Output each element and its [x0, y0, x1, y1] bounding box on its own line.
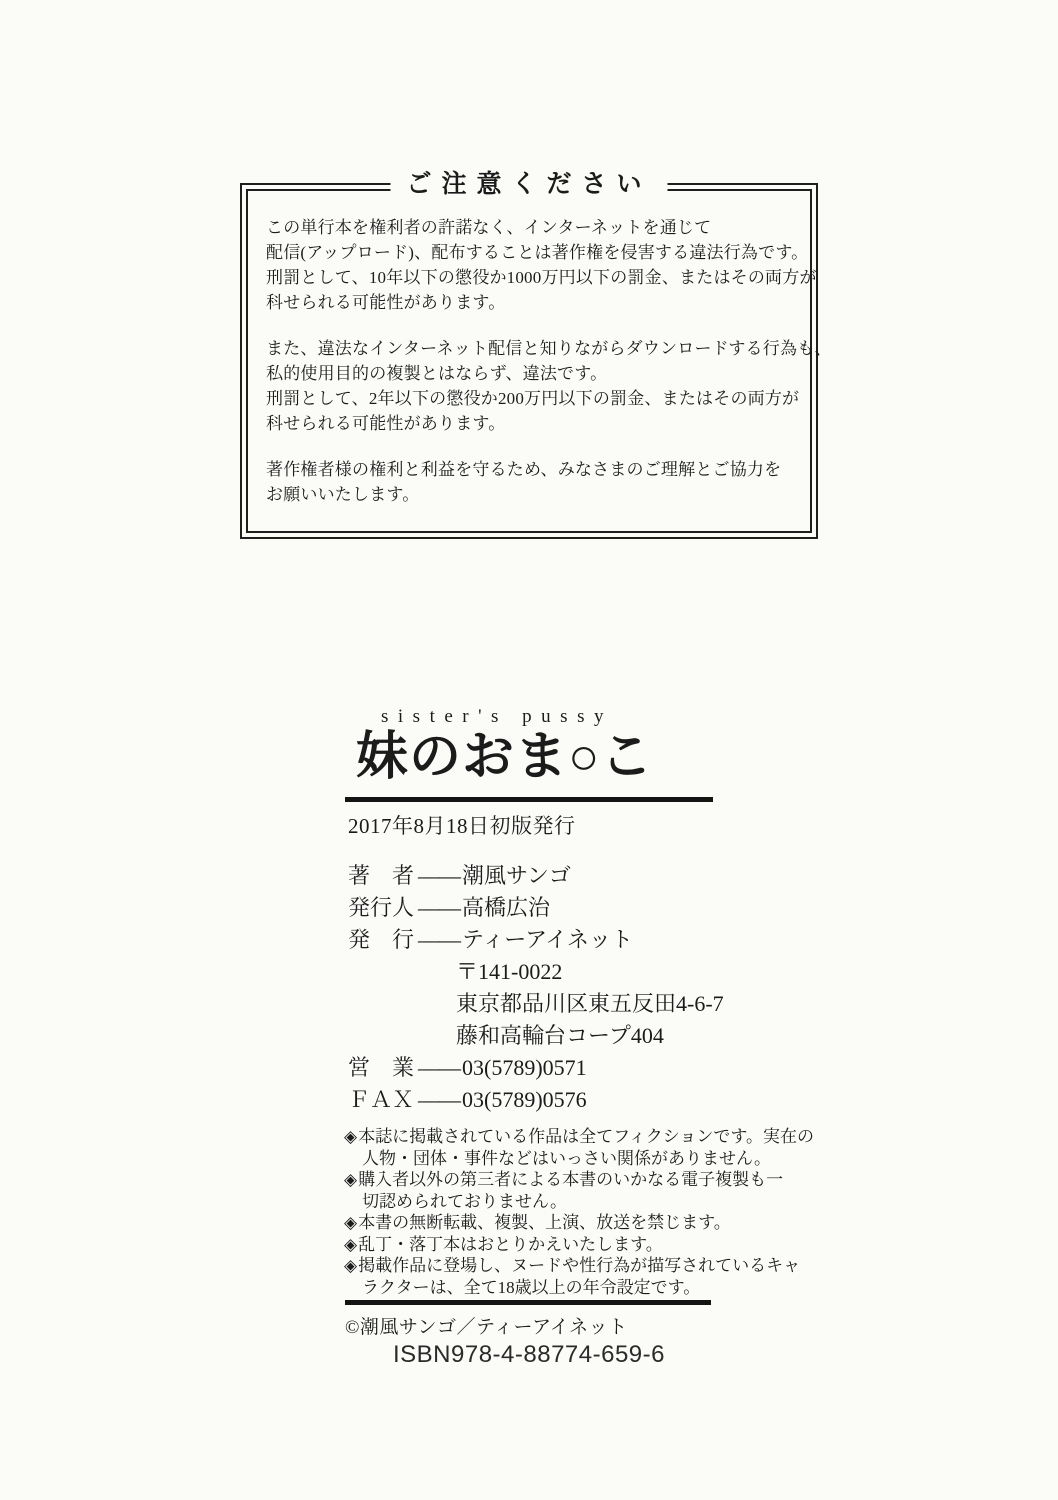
note-line: [344, 1234, 814, 1256]
title-divider: [345, 797, 713, 802]
note-reproduction: [344, 1212, 814, 1234]
contact-dash: ——: [418, 1055, 460, 1080]
note-defective-copies: [344, 1234, 814, 1256]
warning-text-line: 刑罰として、2年以下の懲役か200万円以下の罰金、またはその両方が: [266, 389, 800, 408]
book-title: 妹のおま○こ: [356, 729, 654, 786]
warning-text-line: 刑罰として、10年以下の懲役か1000万円以下の罰金、またはその両方が: [266, 268, 817, 287]
credit-row-publishing-house: [348, 924, 724, 956]
warning-text-line: 著作権者様の権利と利益を守るため、みなさまのご理解とご協力を: [266, 460, 782, 479]
credit-label: 発 行: [348, 927, 415, 952]
note-text: 本書の無断転載、複製、上演、放送を禁じます。: [358, 1213, 731, 1232]
credit-value: 高橋広治: [462, 895, 551, 920]
note-line: [344, 1212, 814, 1234]
credit-dash: ——: [418, 927, 460, 952]
publisher-address: [456, 956, 724, 1052]
warning-paragraph-request: [266, 457, 798, 507]
diamond-bullet-icon: ◈: [344, 1170, 358, 1189]
credit-value: 潮風サンゴ: [462, 863, 571, 888]
warning-text-line: 配信(アップロード)、配布することは著作権を侵害する違法行為です。: [266, 243, 809, 262]
note-age-statement: [344, 1255, 814, 1298]
note-text: 購入者以外の第三者による本書のいかなる電子複製も一: [358, 1170, 784, 1189]
bottom-divider: [345, 1300, 711, 1305]
contact-label: 営 業: [348, 1055, 415, 1080]
note-fiction: [344, 1126, 814, 1169]
warning-paragraph-upload: [266, 215, 817, 315]
postal-code: 〒141-0022: [456, 959, 563, 984]
warning-text-line: また、違法なインターネット配信と知りながらダウンロードする行為も、: [266, 339, 832, 358]
note-line: [344, 1126, 814, 1148]
note-text: 乱丁・落丁本はおとりかえいたします。: [358, 1234, 663, 1254]
warning-text-line: 科せられる可能性があります。: [266, 293, 506, 312]
credit-row-publisher-person: [348, 892, 724, 924]
contact-row-fax: [348, 1084, 724, 1116]
copyright-line: ©潮風サンゴ／ティーアイネット: [345, 1317, 628, 1338]
isbn-number: ISBN978-4-88774-659-6: [392, 1341, 665, 1368]
warning-text-line: 私的使用目的の複製とはならず、違法です。: [266, 364, 608, 383]
credit-dash: ——: [418, 863, 460, 888]
warning-paragraph-download: [266, 336, 832, 436]
publication-credits: [348, 860, 724, 1116]
warning-text-line: 科せられる可能性があります。: [266, 414, 506, 433]
note-line: [344, 1169, 814, 1191]
contact-value: 03(5789)0576: [462, 1087, 587, 1112]
diamond-bullet-icon: ◈: [344, 1127, 358, 1146]
note-line: [344, 1255, 814, 1277]
english-subtitle: sister's pussy: [381, 706, 613, 727]
note-text: 掲載作品に登場し、ヌードや性行為が描写されているキャ: [358, 1256, 801, 1275]
credit-label: 著 者: [348, 863, 415, 888]
note-line: 人物・団体・事件などはいっさい関係がありません。: [362, 1148, 772, 1168]
note-digital-copy: [344, 1169, 814, 1212]
contact-label: ＦＡＸ: [348, 1087, 415, 1112]
legal-notes: [344, 1126, 814, 1298]
credit-label: 発行人: [348, 895, 415, 920]
credit-dash: ——: [418, 895, 460, 920]
contact-value: 03(5789)0571: [462, 1055, 587, 1080]
note-line: ラクターは、全て18歳以上の年令設定です。: [362, 1277, 701, 1297]
diamond-bullet-icon: ◈: [344, 1213, 358, 1232]
warning-text-line: この単行本を権利者の許諾なく、インターネットを通じて: [266, 218, 712, 237]
credit-value: ティーアイネット: [462, 927, 633, 952]
contact-dash: ——: [418, 1087, 460, 1112]
note-text: 本誌に掲載されている作品は全てフィクションです。実在の: [358, 1127, 815, 1146]
contact-row-sales: [348, 1052, 724, 1084]
copyright-warning-box: [240, 171, 832, 539]
warning-text-line: お願いいたします。: [266, 485, 420, 504]
warning-box-title: ご注意ください: [390, 170, 667, 200]
edition-date: 2017年8月18日初版発行: [348, 814, 576, 838]
note-line: 切認められておりません。: [362, 1191, 568, 1211]
warning-box-body: [246, 189, 832, 533]
credit-row-author: [348, 860, 724, 892]
diamond-bullet-icon: ◈: [344, 1256, 358, 1275]
address-line: 藤和高輪台コープ404: [456, 1023, 664, 1048]
address-line: 東京都品川区東五反田4-6-7: [456, 991, 724, 1016]
diamond-bullet-icon: ◈: [344, 1234, 358, 1254]
